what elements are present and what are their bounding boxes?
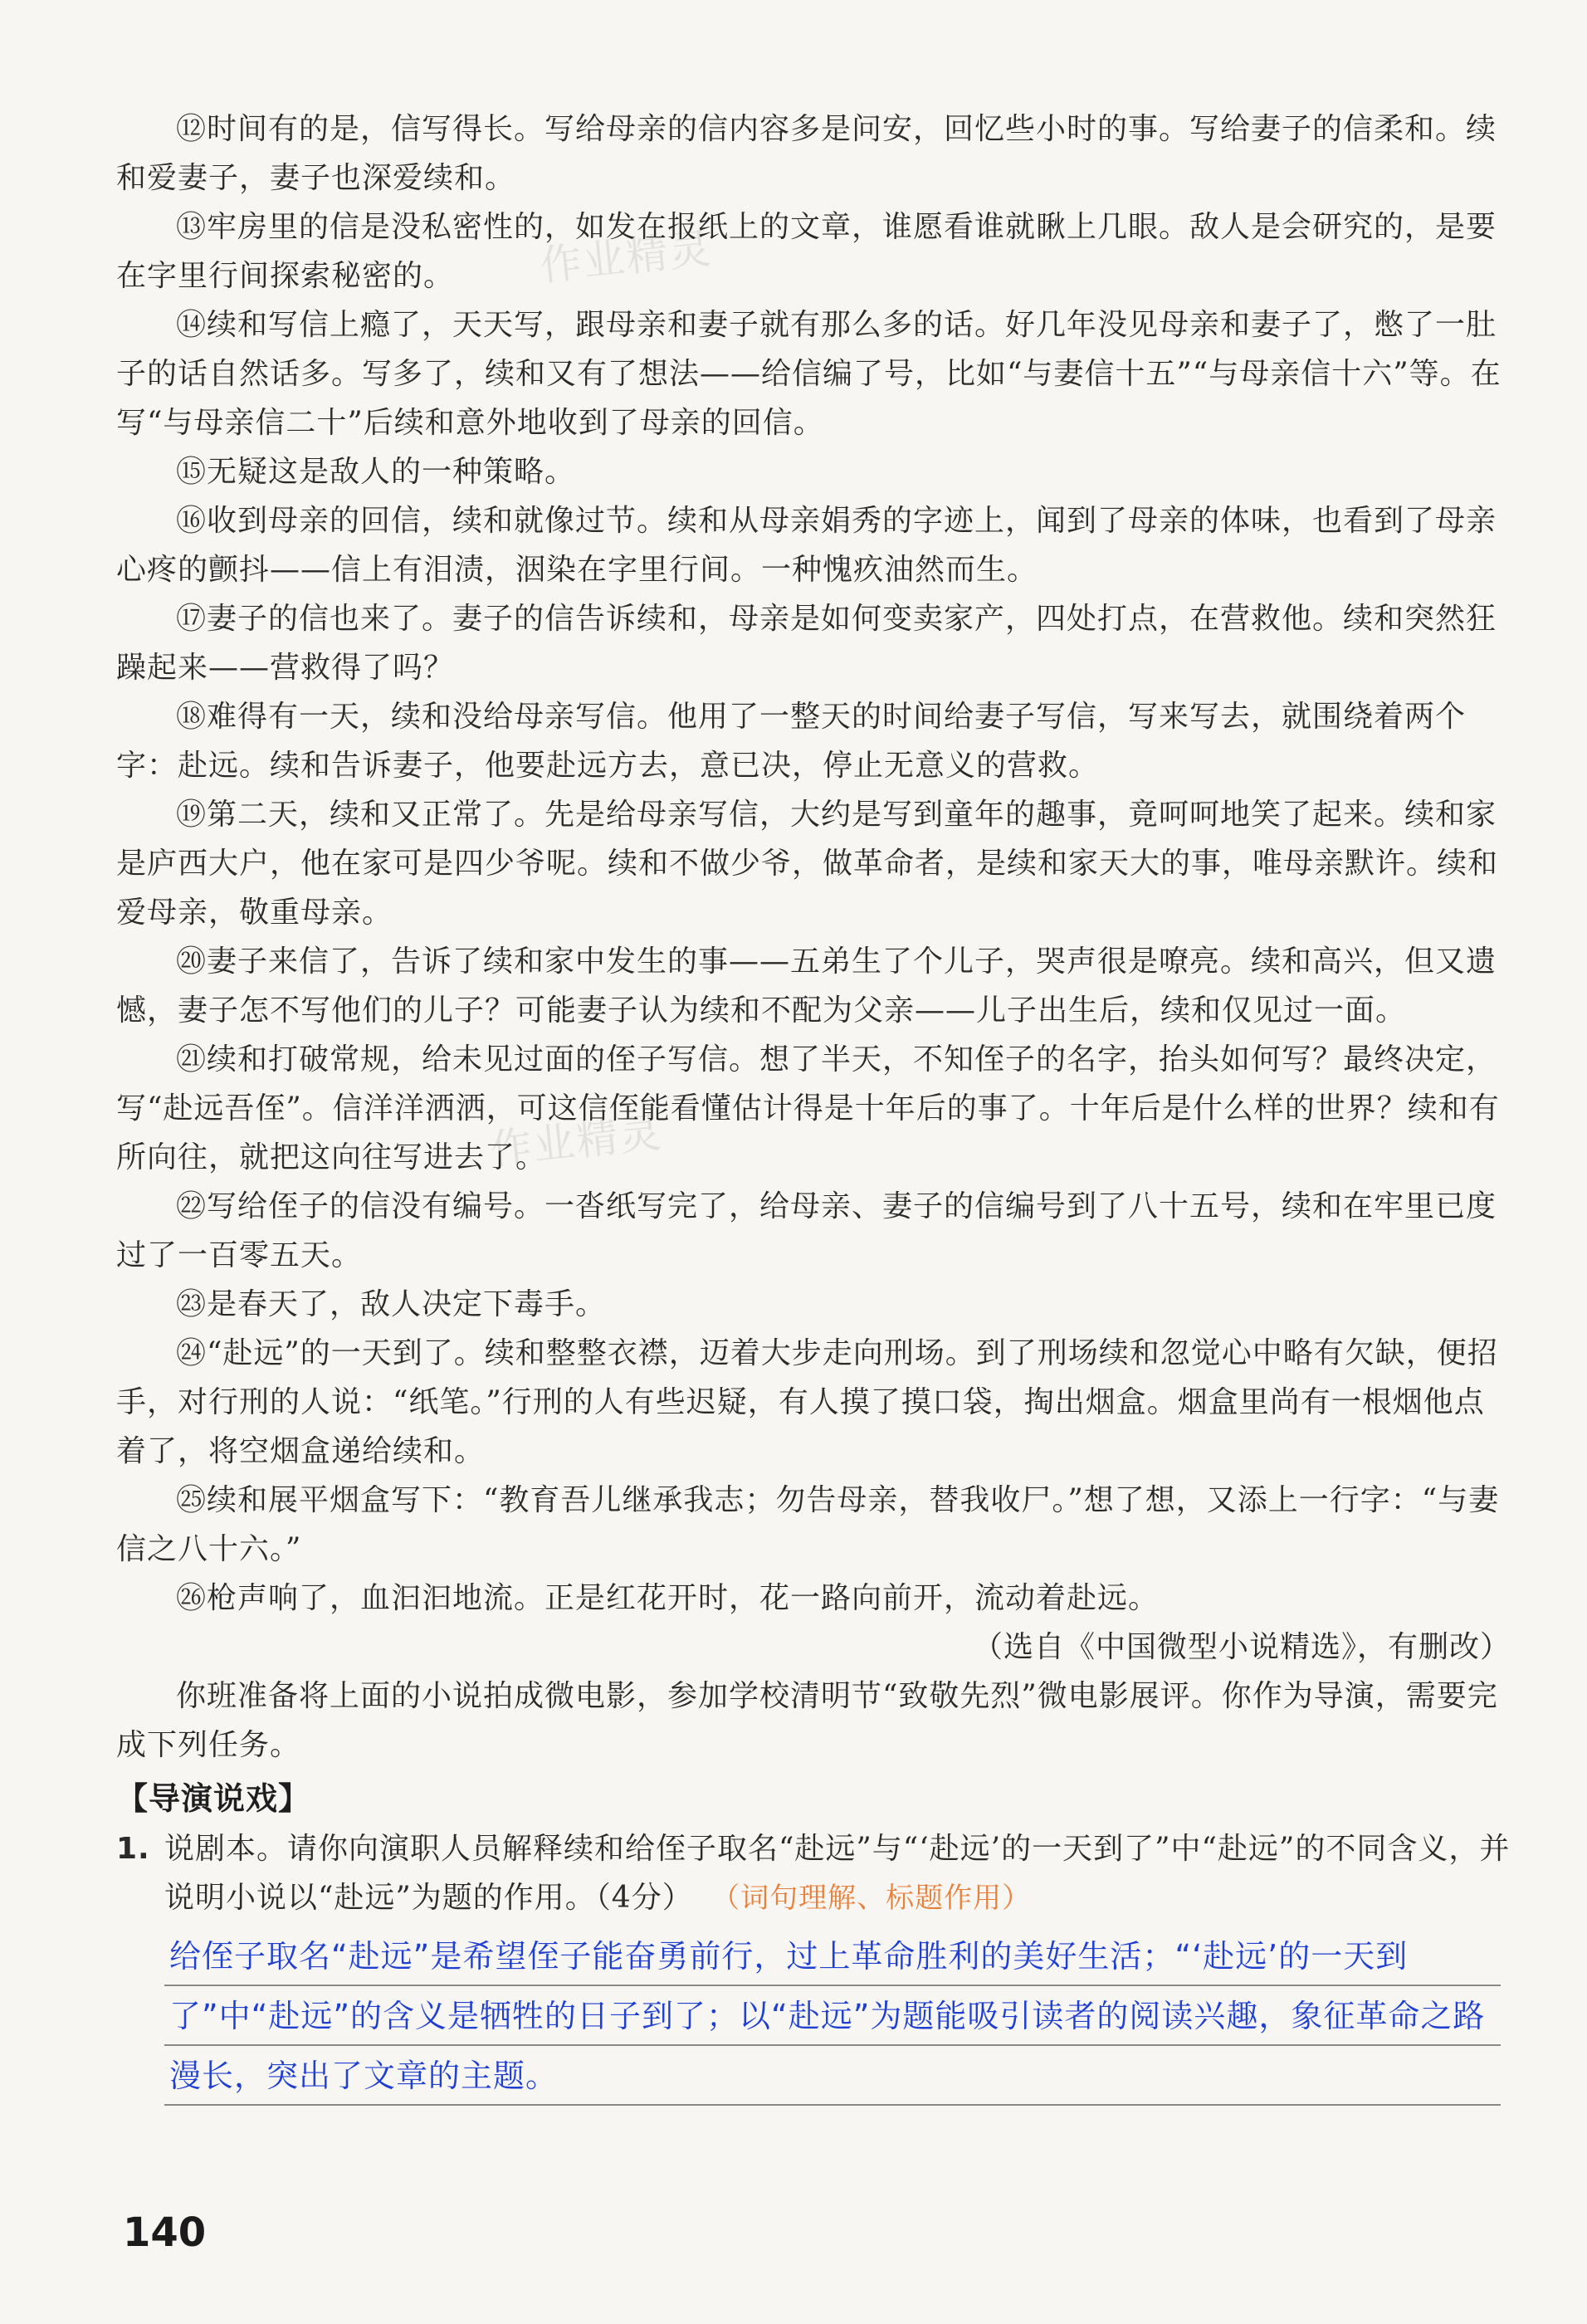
- paragraph-22: ㉒写给侄子的信没有编号。一沓纸写完了，给母亲、妻子的信编号到了八十五号，续和在牢里已度过了一百零五天。: [116, 1189, 1497, 1272]
- paragraph-15: ⑮无疑这是敌人的一种策略。: [176, 455, 576, 489]
- paragraph-23: ㉓是春天了，敌人决定下毒手。: [176, 1287, 607, 1321]
- source-citation: （选自《中国微型小说精选》，有删改）: [972, 1630, 1511, 1664]
- watermark: 作业精灵: [487, 1108, 665, 1174]
- question-tag: （词句理解、标题作用）: [711, 1882, 1032, 1915]
- paragraph-21: ㉑续和打破常规，给未见过面的侄子写信。想了半天，不知侄子的名字，抬头如何写？最终决定，写“赴远吾侄”。信洋洋洒洒，可这信侄能看懂估计得是十年后的事了。十年后是什么样的世界？续和有所向往，就把这向往写进去了。: [116, 1042, 1500, 1174]
- paragraph-14: ⑭续和写信上瘾了，天天写，跟母亲和妻子就有那么多的话。好几年没见母亲和妻子了，憋了一肚子的话自然话多。写多了，续和又有了想法——给信编了号，比如“与妻信十五”“与母亲信十六”等。在写“与母亲信二十”后续和意外地收到了母亲的回信。: [116, 308, 1502, 440]
- paragraph-20: ⑳妻子来信了，告诉了续和家中发生的事——五弟生了个儿子，哭声很是嘹亮。续和高兴，但又遗憾，妻子怎不写他们的儿子？可能妻子认为续和不配为父亲——儿子出生后，续和仅见过一面。: [116, 945, 1497, 1028]
- paragraph-24: ㉔“赴远”的一天到了。续和整整衣襟，迈着大步走向刑场。到了刑场续和忽觉心中略有欠缺，便招手，对行刑的人说：“纸笔。”行刑的人有些迟疑，有人摸了摸口袋，掏出烟盒。烟盒里尚有一根烟他点着了，将空烟盒递给续和。: [116, 1336, 1498, 1468]
- story-text: [116, 105, 1511, 2106]
- page-number: 140: [123, 2209, 207, 2256]
- question-number: 1.: [116, 1832, 150, 1866]
- paragraph-25: ㉕续和展平烟盒写下：“教育吾儿继承我志；勿告母亲，替我收尸。”想了想，又添上一行字：“与妻信之八十六。”: [116, 1483, 1500, 1566]
- answer-area: [164, 1926, 1501, 2106]
- paragraph-19: ⑲第二天，续和又正常了。先是给母亲写信，大约是写到童年的趣事，竟呵呵地笑了起来。续和家是庐西大户，他在家可是四少爷呢。续和不做少爷，做革命者，是续和家天大的事，唯母亲默许。续和爱母亲，敬重母亲。: [116, 798, 1499, 930]
- question-text: 说剧本。请你向演职人员解释续和给侄子取名“赴远”与“‘赴远’的一天到了”中“赴远”的不同含义，并说明小说以“赴远”为题的作用。（4分）: [164, 1832, 1511, 1915]
- watermark: 作业精灵: [537, 224, 715, 290]
- question-1: [116, 1824, 1511, 1923]
- section-header: 【导演说戏】: [116, 1780, 311, 1817]
- paragraph-18: ⑱难得有一天，续和没给母亲写信。他用了一整天的时间给妻子写信，写来写去，就围绕着两个字：赴远。续和告诉妻子，他要赴远方去，意已决，停止无意义的营救。: [116, 700, 1467, 783]
- handwritten-answer: 给侄子取名“赴远”是希望侄子能奋勇前行，过上革命胜利的美好生活；“‘赴远’的一天到了”中“赴远”的含义是牺牲的日子到了；以“赴远”为题能吸引读者的阅读兴趣，象征革命之路漫长，突出了文章的主题。: [169, 1938, 1486, 2094]
- task-intro: 你班准备将上面的小说拍成微电影，参加学校清明节“致敬先烈”微电影展评。你作为导演，需要完成下列任务。: [116, 1679, 1498, 1762]
- paragraph-26: ㉖枪声响了，血汩汩地流。正是红花开时，花一路向前开，流动着赴远。: [176, 1581, 1160, 1615]
- paragraph-12: ⑫时间有的是，信写得长。写给母亲的信内容多是问安，回忆些小时的事。写给妻子的信柔和。续和爱妻子，妻子也深爱续和。: [116, 112, 1497, 195]
- paragraph-16: ⑯收到母亲的回信，续和就像过节。续和从母亲娟秀的字迹上，闻到了母亲的体味，也看到了母亲心疼的颤抖——信上有泪渍，洇染在字里行间。一种愧疚油然而生。: [116, 504, 1497, 587]
- paragraph-17: ⑰妻子的信也来了。妻子的信告诉续和，母亲是如何变卖家产，四处打点，在营救他。续和突然狂躁起来——营救得了吗？: [116, 602, 1497, 685]
- paragraph-13: ⑬牢房里的信是没私密性的，如发在报纸上的文章，谁愿看谁就瞅上几眼。敌人是会研究的，是要在字里行间探索秘密的。: [116, 210, 1497, 293]
